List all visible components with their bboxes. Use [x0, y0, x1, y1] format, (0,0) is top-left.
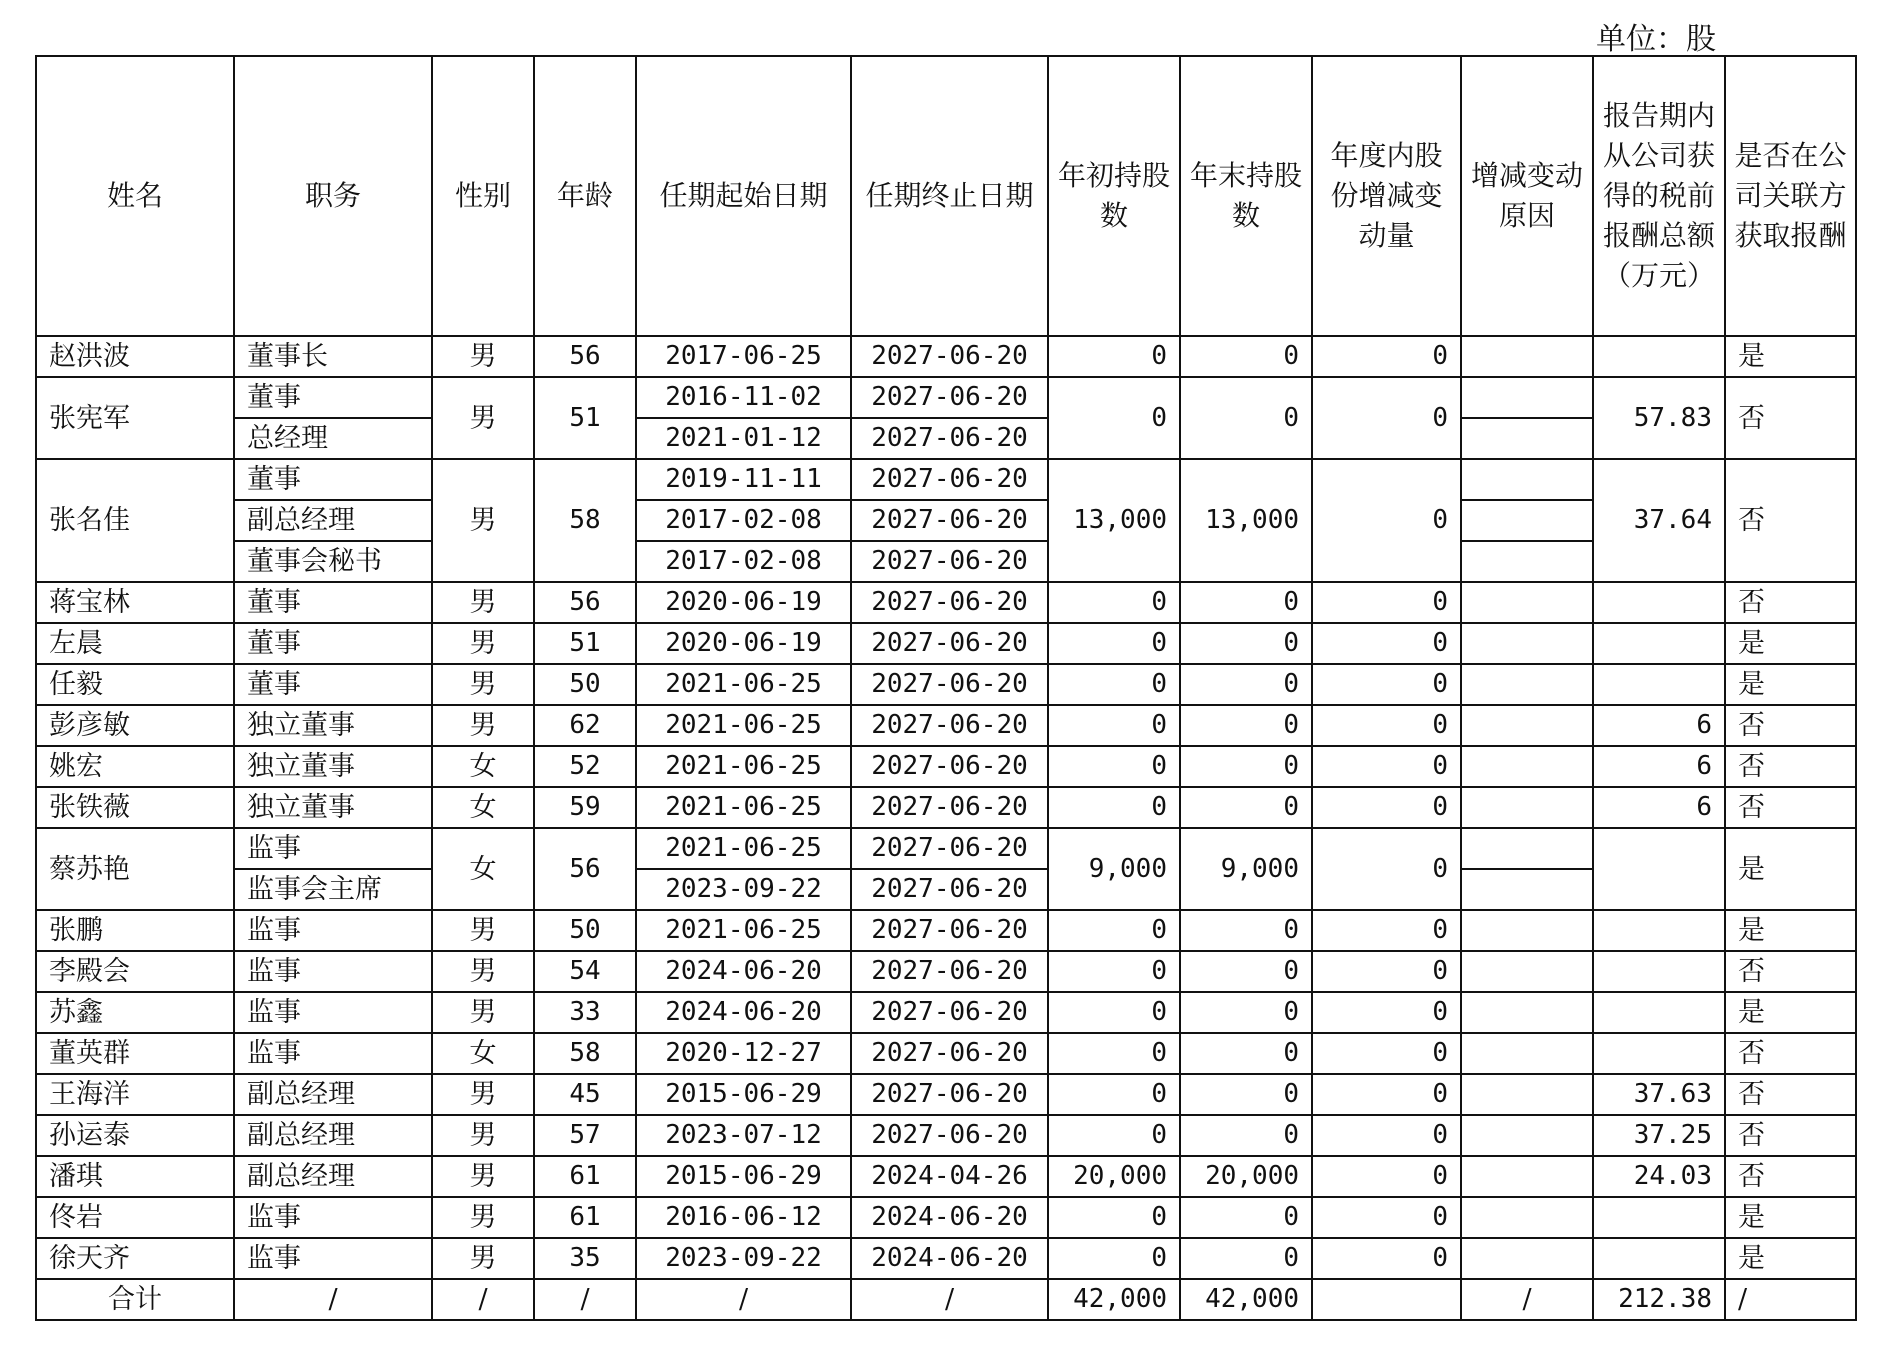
pretax-pay-cell	[1593, 664, 1725, 705]
term-start-cell: 2021-06-25	[636, 746, 851, 787]
gender-cell: 男	[432, 951, 534, 992]
table-row	[36, 951, 1856, 992]
term-start-cell: 2021-01-12	[636, 418, 851, 459]
term-end-cell: 2024-06-20	[851, 1238, 1048, 1279]
share-change-cell: 0	[1312, 377, 1461, 459]
share-change-cell: 0	[1312, 1197, 1461, 1238]
term-start-cell: 2021-06-25	[636, 664, 851, 705]
change-reason-cell	[1461, 910, 1593, 951]
position-cell: 董事	[234, 582, 432, 623]
share-change-cell: 0	[1312, 1074, 1461, 1115]
related-pay-cell: 是	[1725, 336, 1856, 377]
term-start-cell: 2021-06-25	[636, 705, 851, 746]
pretax-pay-cell: 37.25	[1593, 1115, 1725, 1156]
change-reason-cell	[1461, 869, 1593, 910]
term-start-cell: 2015-06-29	[636, 1074, 851, 1115]
term-start-cell: 2023-09-22	[636, 869, 851, 910]
pretax-pay-cell	[1593, 336, 1725, 377]
table-row	[36, 1115, 1856, 1156]
shares-begin-cell: 0	[1048, 1115, 1180, 1156]
term-start-cell: 2016-11-02	[636, 377, 851, 418]
person-name: 徐天齐	[36, 1238, 234, 1279]
person-name: 蔡苏艳	[36, 828, 234, 910]
term-end-cell: 2027-06-20	[851, 1115, 1048, 1156]
header-name: 姓名	[36, 56, 234, 336]
term-end-cell: 2024-04-26	[851, 1156, 1048, 1197]
shares-end-cell: 0	[1180, 377, 1312, 459]
change-reason-cell	[1461, 541, 1593, 582]
table-row	[36, 1238, 1856, 1279]
person-name: 潘琪	[36, 1156, 234, 1197]
related-pay-cell: 否	[1725, 582, 1856, 623]
shares-begin-cell: 0	[1048, 623, 1180, 664]
share-change-cell: 0	[1312, 992, 1461, 1033]
pretax-pay-cell: 37.63	[1593, 1074, 1725, 1115]
age-cell: 61	[534, 1156, 636, 1197]
shares-end-cell: 20,000	[1180, 1156, 1312, 1197]
total-gender: /	[432, 1279, 534, 1320]
total-shares-end: 42,000	[1180, 1279, 1312, 1320]
shares-end-cell: 0	[1180, 664, 1312, 705]
share-change-cell: 0	[1312, 623, 1461, 664]
header-related-pay: 是否在公司关联方获取报酬	[1725, 56, 1856, 336]
pretax-pay-cell	[1593, 1238, 1725, 1279]
executive-shareholding-table	[35, 55, 1857, 1321]
term-end-cell: 2027-06-20	[851, 1074, 1048, 1115]
share-change-cell: 0	[1312, 582, 1461, 623]
related-pay-cell: 是	[1725, 1197, 1856, 1238]
position-cell: 副总经理	[234, 500, 432, 541]
shares-begin-cell: 20,000	[1048, 1156, 1180, 1197]
age-cell: 51	[534, 377, 636, 459]
change-reason-cell	[1461, 1197, 1593, 1238]
table-row	[36, 910, 1856, 951]
position-cell: 董事会秘书	[234, 541, 432, 582]
table-row	[36, 746, 1856, 787]
related-pay-cell: 否	[1725, 1033, 1856, 1074]
change-reason-cell	[1461, 377, 1593, 418]
person-name: 孙运泰	[36, 1115, 234, 1156]
position-cell: 副总经理	[234, 1074, 432, 1115]
person-name: 彭彦敏	[36, 705, 234, 746]
total-term-start: /	[636, 1279, 851, 1320]
related-pay-cell: 否	[1725, 377, 1856, 459]
person-name: 赵洪波	[36, 336, 234, 377]
pretax-pay-cell: 24.03	[1593, 1156, 1725, 1197]
term-end-cell: 2027-06-20	[851, 828, 1048, 869]
header-row	[36, 56, 1856, 336]
person-name: 李殿会	[36, 951, 234, 992]
person-name: 张铁薇	[36, 787, 234, 828]
change-reason-cell	[1461, 1115, 1593, 1156]
change-reason-cell	[1461, 705, 1593, 746]
position-cell: 监事	[234, 951, 432, 992]
table-row	[36, 459, 1856, 500]
change-reason-cell	[1461, 992, 1593, 1033]
shares-begin-cell: 0	[1048, 951, 1180, 992]
shares-begin-cell: 0	[1048, 992, 1180, 1033]
shares-begin-cell: 0	[1048, 746, 1180, 787]
age-cell: 33	[534, 992, 636, 1033]
pretax-pay-cell	[1593, 992, 1725, 1033]
term-start-cell: 2017-02-08	[636, 500, 851, 541]
related-pay-cell: 是	[1725, 664, 1856, 705]
pretax-pay-cell	[1593, 623, 1725, 664]
change-reason-cell	[1461, 1074, 1593, 1115]
pretax-pay-cell: 57.83	[1593, 377, 1725, 459]
gender-cell: 女	[432, 828, 534, 910]
gender-cell: 女	[432, 787, 534, 828]
table-row	[36, 787, 1856, 828]
term-start-cell: 2020-06-19	[636, 623, 851, 664]
change-reason-cell	[1461, 500, 1593, 541]
header-term-start: 任期起始日期	[636, 56, 851, 336]
table-row	[36, 377, 1856, 418]
related-pay-cell: 否	[1725, 1115, 1856, 1156]
change-reason-cell	[1461, 336, 1593, 377]
person-name: 苏鑫	[36, 992, 234, 1033]
pretax-pay-cell	[1593, 1033, 1725, 1074]
shares-end-cell: 0	[1180, 705, 1312, 746]
position-cell: 监事	[234, 992, 432, 1033]
shares-end-cell: 9,000	[1180, 828, 1312, 910]
age-cell: 56	[534, 828, 636, 910]
shares-end-cell: 0	[1180, 582, 1312, 623]
share-change-cell: 0	[1312, 1033, 1461, 1074]
position-cell: 独立董事	[234, 746, 432, 787]
term-start-cell: 2024-06-20	[636, 992, 851, 1033]
shares-end-cell: 0	[1180, 910, 1312, 951]
share-change-cell: 0	[1312, 1156, 1461, 1197]
pretax-pay-cell: 37.64	[1593, 459, 1725, 582]
term-start-cell: 2021-06-25	[636, 828, 851, 869]
change-reason-cell	[1461, 1238, 1593, 1279]
table-row	[36, 705, 1856, 746]
share-change-cell: 0	[1312, 828, 1461, 910]
table-row	[36, 1197, 1856, 1238]
change-reason-cell	[1461, 664, 1593, 705]
related-pay-cell: 否	[1725, 1156, 1856, 1197]
share-change-cell: 0	[1312, 664, 1461, 705]
gender-cell: 女	[432, 746, 534, 787]
age-cell: 61	[534, 1197, 636, 1238]
term-end-cell: 2027-06-20	[851, 500, 1048, 541]
position-cell: 董事	[234, 377, 432, 418]
gender-cell: 男	[432, 377, 534, 459]
position-cell: 监事	[234, 828, 432, 869]
related-pay-cell: 否	[1725, 459, 1856, 582]
change-reason-cell	[1461, 746, 1593, 787]
term-end-cell: 2027-06-20	[851, 418, 1048, 459]
table-row	[36, 828, 1856, 869]
age-cell: 58	[534, 459, 636, 582]
gender-cell: 男	[432, 1197, 534, 1238]
gender-cell: 男	[432, 1156, 534, 1197]
term-end-cell: 2027-06-20	[851, 664, 1048, 705]
shares-end-cell: 0	[1180, 336, 1312, 377]
table-row	[36, 1156, 1856, 1197]
term-start-cell: 2015-06-29	[636, 1156, 851, 1197]
related-pay-cell: 否	[1725, 746, 1856, 787]
share-change-cell: 0	[1312, 1115, 1461, 1156]
related-pay-cell: 是	[1725, 623, 1856, 664]
pretax-pay-cell: 6	[1593, 746, 1725, 787]
term-start-cell: 2017-02-08	[636, 541, 851, 582]
position-cell: 副总经理	[234, 1115, 432, 1156]
age-cell: 52	[534, 746, 636, 787]
header-pretax-pay: 报告期内从公司获得的税前报酬总额（万元）	[1593, 56, 1725, 336]
change-reason-cell	[1461, 1033, 1593, 1074]
person-name: 左晨	[36, 623, 234, 664]
shares-begin-cell: 0	[1048, 787, 1180, 828]
term-start-cell: 2019-11-11	[636, 459, 851, 500]
table-row	[36, 541, 1856, 582]
term-start-cell: 2023-07-12	[636, 1115, 851, 1156]
total-row	[36, 1279, 1856, 1320]
change-reason-cell	[1461, 582, 1593, 623]
age-cell: 50	[534, 664, 636, 705]
term-end-cell: 2024-06-20	[851, 1197, 1048, 1238]
person-name: 姚宏	[36, 746, 234, 787]
term-end-cell: 2027-06-20	[851, 459, 1048, 500]
term-end-cell: 2027-06-20	[851, 787, 1048, 828]
shares-end-cell: 0	[1180, 1033, 1312, 1074]
table-row	[36, 1074, 1856, 1115]
term-start-cell: 2021-06-25	[636, 910, 851, 951]
term-end-cell: 2027-06-20	[851, 377, 1048, 418]
share-change-cell: 0	[1312, 336, 1461, 377]
position-cell: 监事	[234, 910, 432, 951]
shares-begin-cell: 13,000	[1048, 459, 1180, 582]
shares-begin-cell: 0	[1048, 377, 1180, 459]
related-pay-cell: 是	[1725, 992, 1856, 1033]
shares-begin-cell: 0	[1048, 1074, 1180, 1115]
pretax-pay-cell	[1593, 582, 1725, 623]
gender-cell: 男	[432, 336, 534, 377]
total-term-end: /	[851, 1279, 1048, 1320]
shares-begin-cell: 0	[1048, 1238, 1180, 1279]
age-cell: 35	[534, 1238, 636, 1279]
total-change-reason: /	[1461, 1279, 1593, 1320]
change-reason-cell	[1461, 1156, 1593, 1197]
person-name: 佟岩	[36, 1197, 234, 1238]
share-change-cell: 0	[1312, 951, 1461, 992]
term-end-cell: 2027-06-20	[851, 992, 1048, 1033]
related-pay-cell: 否	[1725, 705, 1856, 746]
shares-end-cell: 0	[1180, 951, 1312, 992]
change-reason-cell	[1461, 787, 1593, 828]
shares-begin-cell: 0	[1048, 910, 1180, 951]
position-cell: 监事	[234, 1238, 432, 1279]
gender-cell: 男	[432, 705, 534, 746]
shares-end-cell: 0	[1180, 787, 1312, 828]
shares-end-cell: 0	[1180, 746, 1312, 787]
shares-begin-cell: 0	[1048, 664, 1180, 705]
shares-end-cell: 0	[1180, 1074, 1312, 1115]
share-change-cell: 0	[1312, 705, 1461, 746]
gender-cell: 男	[432, 623, 534, 664]
header-age: 年龄	[534, 56, 636, 336]
shares-end-cell: 0	[1180, 1238, 1312, 1279]
position-cell: 副总经理	[234, 1156, 432, 1197]
total-position: /	[234, 1279, 432, 1320]
change-reason-cell	[1461, 459, 1593, 500]
pretax-pay-cell: 6	[1593, 705, 1725, 746]
share-change-cell: 0	[1312, 1238, 1461, 1279]
table-row	[36, 869, 1856, 910]
term-start-cell: 2023-09-22	[636, 1238, 851, 1279]
position-cell: 总经理	[234, 418, 432, 459]
age-cell: 56	[534, 336, 636, 377]
shares-end-cell: 0	[1180, 992, 1312, 1033]
position-cell: 董事长	[234, 336, 432, 377]
table-row	[36, 992, 1856, 1033]
age-cell: 45	[534, 1074, 636, 1115]
position-cell: 董事	[234, 664, 432, 705]
shares-end-cell: 0	[1180, 1197, 1312, 1238]
age-cell: 58	[534, 1033, 636, 1074]
unit-label: 单位：股	[1596, 22, 1716, 57]
age-cell: 62	[534, 705, 636, 746]
pretax-pay-cell	[1593, 910, 1725, 951]
term-start-cell: 2020-06-19	[636, 582, 851, 623]
total-age: /	[534, 1279, 636, 1320]
term-start-cell: 2016-06-12	[636, 1197, 851, 1238]
term-end-cell: 2027-06-20	[851, 623, 1048, 664]
change-reason-cell	[1461, 418, 1593, 459]
gender-cell: 男	[432, 992, 534, 1033]
change-reason-cell	[1461, 951, 1593, 992]
header-shares-end: 年末持股数	[1180, 56, 1312, 336]
term-end-cell: 2027-06-20	[851, 746, 1048, 787]
age-cell: 56	[534, 582, 636, 623]
gender-cell: 男	[432, 1115, 534, 1156]
position-cell: 监事	[234, 1033, 432, 1074]
shares-end-cell: 0	[1180, 623, 1312, 664]
header-share-change: 年度内股份增减变动量	[1312, 56, 1461, 336]
position-cell: 监事	[234, 1197, 432, 1238]
term-end-cell: 2027-06-20	[851, 705, 1048, 746]
position-cell: 董事	[234, 623, 432, 664]
pretax-pay-cell	[1593, 828, 1725, 910]
term-end-cell: 2027-06-20	[851, 1033, 1048, 1074]
change-reason-cell	[1461, 828, 1593, 869]
age-cell: 50	[534, 910, 636, 951]
total-pretax-pay: 212.38	[1593, 1279, 1725, 1320]
table-row	[36, 1033, 1856, 1074]
shares-begin-cell: 0	[1048, 705, 1180, 746]
related-pay-cell: 否	[1725, 1074, 1856, 1115]
position-cell: 监事会主席	[234, 869, 432, 910]
related-pay-cell: 是	[1725, 828, 1856, 910]
term-end-cell: 2027-06-20	[851, 951, 1048, 992]
table-row	[36, 664, 1856, 705]
total-shares-begin: 42,000	[1048, 1279, 1180, 1320]
person-name: 董英群	[36, 1033, 234, 1074]
pretax-pay-cell: 6	[1593, 787, 1725, 828]
shares-begin-cell: 0	[1048, 336, 1180, 377]
person-name: 蒋宝林	[36, 582, 234, 623]
person-name: 王海洋	[36, 1074, 234, 1115]
gender-cell: 男	[432, 910, 534, 951]
table-row	[36, 582, 1856, 623]
gender-cell: 男	[432, 1074, 534, 1115]
position-cell: 董事	[234, 459, 432, 500]
pretax-pay-cell	[1593, 951, 1725, 992]
term-start-cell: 2024-06-20	[636, 951, 851, 992]
shares-end-cell: 13,000	[1180, 459, 1312, 582]
gender-cell: 男	[432, 664, 534, 705]
table-row	[36, 336, 1856, 377]
table-row	[36, 418, 1856, 459]
person-name: 张宪军	[36, 377, 234, 459]
term-start-cell: 2020-12-27	[636, 1033, 851, 1074]
gender-cell: 女	[432, 1033, 534, 1074]
related-pay-cell: 否	[1725, 951, 1856, 992]
gender-cell: 男	[432, 582, 534, 623]
related-pay-cell: 是	[1725, 910, 1856, 951]
term-end-cell: 2027-06-20	[851, 336, 1048, 377]
total-share-change	[1312, 1279, 1461, 1320]
person-name: 张名佳	[36, 459, 234, 582]
age-cell: 57	[534, 1115, 636, 1156]
term-start-cell: 2021-06-25	[636, 787, 851, 828]
table-row	[36, 623, 1856, 664]
shares-begin-cell: 9,000	[1048, 828, 1180, 910]
total-related-pay: /	[1725, 1279, 1856, 1320]
header-gender: 性别	[432, 56, 534, 336]
table-row	[36, 500, 1856, 541]
gender-cell: 男	[432, 459, 534, 582]
header-shares-begin: 年初持股数	[1048, 56, 1180, 336]
position-cell: 独立董事	[234, 787, 432, 828]
shares-begin-cell: 0	[1048, 1197, 1180, 1238]
person-name: 任毅	[36, 664, 234, 705]
term-end-cell: 2027-06-20	[851, 541, 1048, 582]
term-end-cell: 2027-06-20	[851, 869, 1048, 910]
term-end-cell: 2027-06-20	[851, 582, 1048, 623]
related-pay-cell: 否	[1725, 787, 1856, 828]
change-reason-cell	[1461, 623, 1593, 664]
age-cell: 54	[534, 951, 636, 992]
total-label: 合计	[36, 1279, 234, 1320]
position-cell: 独立董事	[234, 705, 432, 746]
shares-begin-cell: 0	[1048, 1033, 1180, 1074]
pretax-pay-cell	[1593, 1197, 1725, 1238]
share-change-cell: 0	[1312, 787, 1461, 828]
person-name: 张鹏	[36, 910, 234, 951]
share-change-cell: 0	[1312, 910, 1461, 951]
term-start-cell: 2017-06-25	[636, 336, 851, 377]
share-change-cell: 0	[1312, 459, 1461, 582]
shares-begin-cell: 0	[1048, 582, 1180, 623]
age-cell: 59	[534, 787, 636, 828]
gender-cell: 男	[432, 1238, 534, 1279]
related-pay-cell: 是	[1725, 1238, 1856, 1279]
share-change-cell: 0	[1312, 746, 1461, 787]
header-term-end: 任期终止日期	[851, 56, 1048, 336]
shares-end-cell: 0	[1180, 1115, 1312, 1156]
age-cell: 51	[534, 623, 636, 664]
header-change-reason: 增减变动原因	[1461, 56, 1593, 336]
term-end-cell: 2027-06-20	[851, 910, 1048, 951]
header-position: 职务	[234, 56, 432, 336]
